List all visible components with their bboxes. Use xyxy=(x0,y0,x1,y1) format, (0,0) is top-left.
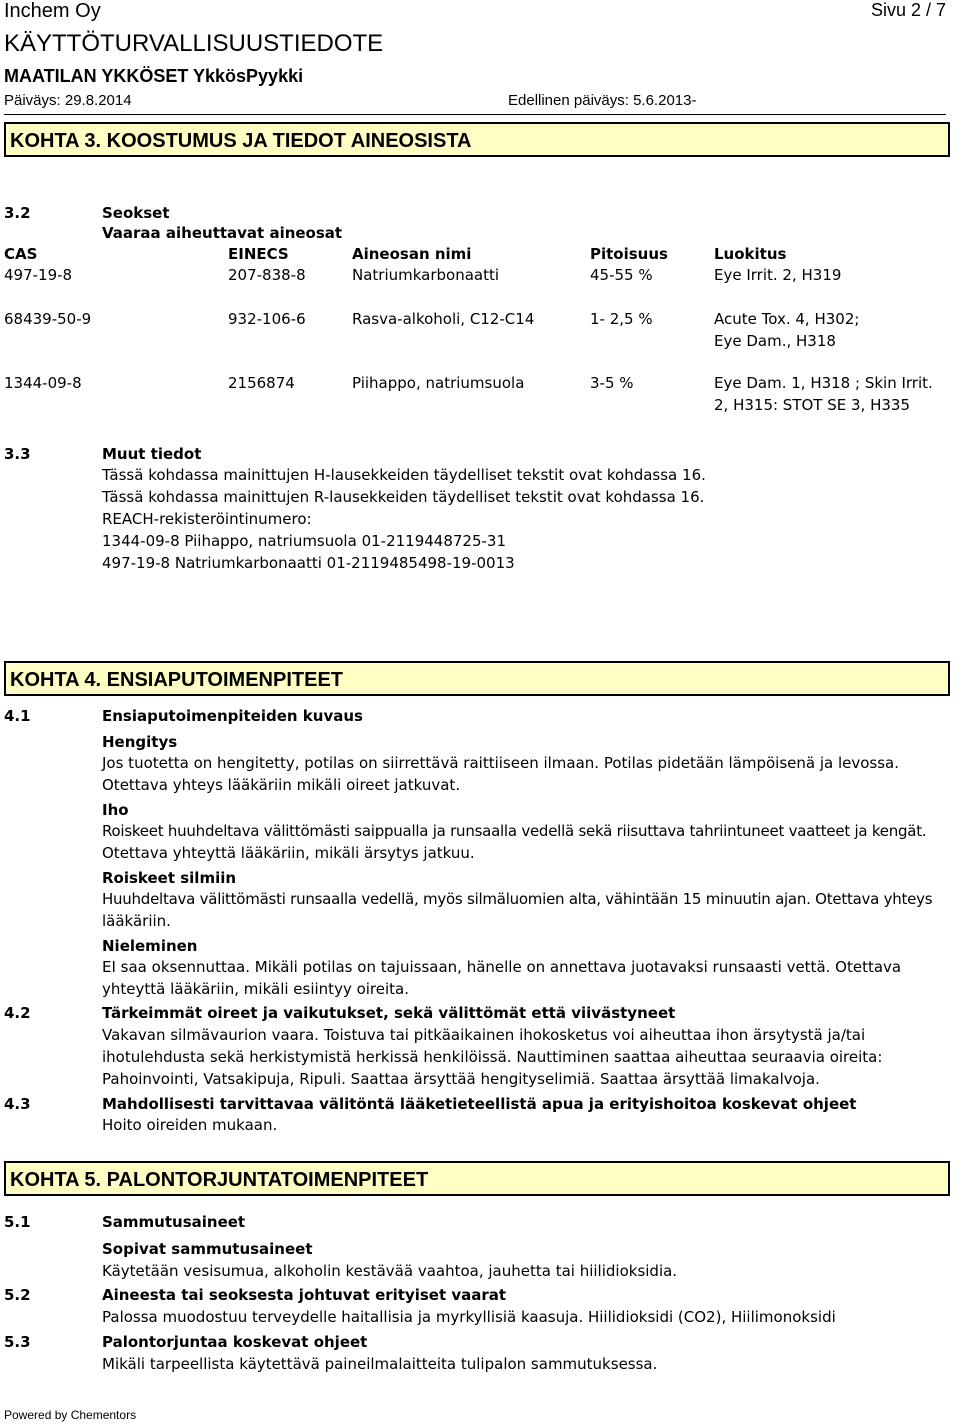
subsection-4-2-number: 4.2 xyxy=(4,1004,31,1022)
ingestion-text: EI saa oksennuttaa. Mikäli potilas on tajuissaan, hänelle on annettava juotavaksi runsaasti vettä. Otettava xyxy=(102,958,902,976)
header-divider xyxy=(4,114,946,115)
subsection-5-3-title: Palontorjuntaa koskevat ohjeet xyxy=(102,1333,368,1351)
subsection-5-2-title: Aineesta tai seoksesta johtuvat erityiset vaarat xyxy=(102,1286,507,1304)
section-5-header xyxy=(4,1161,950,1196)
document-date: Päiväys: 29.8.2014 xyxy=(4,92,132,109)
subsection-5-1-number: 5.1 xyxy=(4,1213,31,1231)
other-info-line: Tässä kohdassa mainittujen H-lausekkeiden täydelliset tekstit ovat kohdassa 16. xyxy=(102,466,706,484)
suitable-media-heading: Sopivat sammutusaineet xyxy=(102,1240,313,1258)
table-row-einecs: 207-838-8 xyxy=(228,266,306,284)
subsection-3-2-number: 3.2 xyxy=(4,204,31,222)
subsection-4-1-number: 4.1 xyxy=(4,707,31,725)
col-header-einecs: EINECS xyxy=(228,245,289,263)
table-row-cas: 68439-50-9 xyxy=(4,310,92,328)
subsection-4-1-title: Ensiaputoimenpiteiden kuvaus xyxy=(102,707,363,725)
subsection-4-2-title: Tärkeimmät oireet ja vaikutukset, sekä välittömät että viivästyneet xyxy=(102,1004,676,1022)
table-row-concentration: 3-5 % xyxy=(590,374,634,392)
table-row-name: Piihappo, natriumsuola xyxy=(352,374,525,392)
skin-text: Roiskeet huuhdeltava välittömästi saippualla ja runsaalla vedellä sekä riisuttava tahriintuneet vaatteet ja kengät. xyxy=(102,822,927,840)
previous-date: Edellinen päiväys: 5.6.2013- xyxy=(508,92,697,109)
suitable-media-text: Käytetään vesisumua, alkoholin kestävää vaahtoa, jauhetta tai hiilidioksidia. xyxy=(102,1262,678,1280)
subsection-3-2-title: Seokset xyxy=(102,204,170,222)
subsection-3-3-title: Muut tiedot xyxy=(102,445,202,463)
other-info-line: 497-19-8 Natriumkarbonaatti 01-2119485498-19-0013 xyxy=(102,554,515,572)
section-4-title: KOHTA 4. ENSIAPUTOIMENPITEET xyxy=(10,669,343,691)
table-row-cas: 1344-09-8 xyxy=(4,374,82,392)
section-4-header xyxy=(4,661,950,696)
company-name: Inchem Oy xyxy=(4,0,101,22)
subsection-5-3-number: 5.3 xyxy=(4,1333,31,1351)
table-row-concentration: 45-55 % xyxy=(590,266,653,284)
table-row-classification: Eye Irrit. 2, H319 xyxy=(714,266,842,284)
special-hazards-text: Palossa muodostuu terveydelle haitallisia ja myrkyllisiä kaasuja. Hiilidioksidi (CO2), Hiilimonoksidi xyxy=(102,1308,836,1326)
skin-heading: Iho xyxy=(102,801,129,819)
subsection-4-3-title: Mahdollisesti tarvittavaa välitöntä lääketieteellistä apua ja erityishoitoa koskevat ohjeet xyxy=(102,1095,857,1113)
ingestion-heading: Nieleminen xyxy=(102,937,198,955)
table-row-name: Rasva-alkoholi, C12-C14 xyxy=(352,310,535,328)
symptoms-text: Vakavan silmävaurion vaara. Toistuva tai pitkäaikainen ihokosketus voi aiheuttaa ihon ärsytystä ja/tai xyxy=(102,1026,866,1044)
subsection-3-3-number: 3.3 xyxy=(4,445,31,463)
product-name: MAATILAN YKKÖSET YkkösPyykki xyxy=(4,66,304,86)
col-header-concentration: Pitoisuus xyxy=(590,245,668,263)
other-info-line: REACH-rekisteröintinumero: xyxy=(102,510,312,528)
table-row-classification-cont: 2, H315: STOT SE 3, H335 xyxy=(714,396,910,414)
footer-powered-by: Powered by Chementors xyxy=(4,1408,137,1422)
breathing-text: Jos tuotetta on hengitetty, potilas on siirrettävä raittiiseen ilmaan. Potilas pidetään lämpöisenä ja levossa. xyxy=(102,754,900,772)
table-row-cas: 497-19-8 xyxy=(4,266,73,284)
section-3-title: KOHTA 3. KOOSTUMUS JA TIEDOT AINEOSISTA xyxy=(10,130,472,152)
breathing-text: Otettava yhteys lääkäriin mikäli oireet jatkuvat. xyxy=(102,776,461,794)
table-row-classification: Eye Dam. 1, H318 ; Skin Irrit. xyxy=(714,374,933,392)
subsection-5-2-number: 5.2 xyxy=(4,1286,31,1304)
treatment-text: Hoito oireiden mukaan. xyxy=(102,1116,278,1134)
eyes-text: lääkäriin. xyxy=(102,912,171,930)
table-row-concentration: 1- 2,5 % xyxy=(590,310,653,328)
symptoms-text: Pahoinvointi, Vatsakipuja, Ripuli. Saattaa ärsyttää hengityselimiä. Saattaa ärsyttää limakalvoja. xyxy=(102,1070,820,1088)
table-row-name: Natriumkarbonaatti xyxy=(352,266,500,284)
hazardous-components-heading: Vaaraa aiheuttavat aineosat xyxy=(102,224,343,242)
ingestion-text: yhteyttä lääkäriin, mikäli esiintyy oireita. xyxy=(102,980,410,998)
eyes-heading: Roiskeet silmiin xyxy=(102,869,237,887)
table-row-classification: Acute Tox. 4, H302; xyxy=(714,310,860,328)
table-row-classification-cont: Eye Dam., H318 xyxy=(714,332,836,350)
skin-text: Otettava yhteyttä lääkäriin, mikäli ärsytys jatkuu. xyxy=(102,844,475,862)
section-5-title: KOHTA 5. PALONTORJUNTATOIMENPITEET xyxy=(10,1169,429,1191)
subsection-5-1-title: Sammutusaineet xyxy=(102,1213,246,1231)
subsection-4-3-number: 4.3 xyxy=(4,1095,31,1113)
col-header-cas: CAS xyxy=(4,245,38,263)
page-number: Sivu 2 / 7 xyxy=(870,0,946,20)
section-3-header xyxy=(4,122,950,157)
table-row-einecs: 2156874 xyxy=(228,374,295,392)
col-header-name: Aineosan nimi xyxy=(352,245,472,263)
eyes-text: Huuhdeltava välittömästi runsaalla vedellä, myös silmäluomien alta, vähintään 15 minuutin ajan. Otettava yhteys xyxy=(102,890,933,908)
table-row-einecs: 932-106-6 xyxy=(228,310,306,328)
document-title: KÄYTTÖTURVALLISUUSTIEDOTE xyxy=(4,30,384,57)
firefighting-text: Mikäli tarpeellista käytettävä paineilmalaitteita tulipalon sammutuksessa. xyxy=(102,1355,658,1373)
symptoms-text: ihotulehdusta sekä herkistymistä herkissä henkilöissä. Nauttiminen saattaa aiheuttaa seuraavia oireita: xyxy=(102,1048,883,1066)
breathing-heading: Hengitys xyxy=(102,733,178,751)
col-header-classification: Luokitus xyxy=(714,245,787,263)
other-info-line: Tässä kohdassa mainittujen R-lausekkeiden täydelliset tekstit ovat kohdassa 16. xyxy=(102,488,705,506)
other-info-line: 1344-09-8 Piihappo, natriumsuola 01-2119448725-31 xyxy=(102,532,506,550)
